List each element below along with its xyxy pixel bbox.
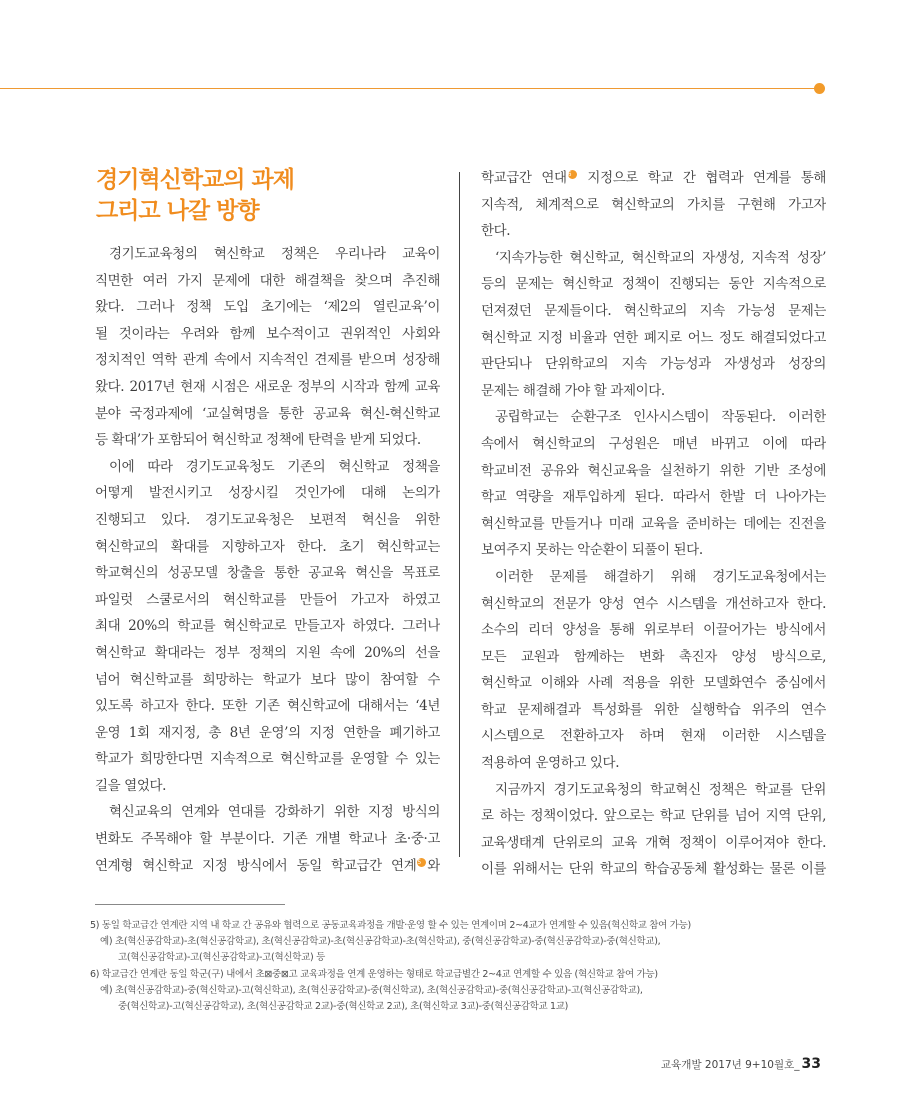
body-line: 보여주지 못하는 악순환이 되풀이 된다. [481, 542, 703, 559]
body-line: 던져졌던 문제들이다. 혁신학교의 지속 가능성 문제는 [481, 302, 826, 319]
body-line: 경기도교육청의 혁신학교 정책은 우리나라 교육이 [109, 246, 440, 262]
footnote-6-example-2: 중(혁신학교)-고(혁신공감학교), 초(혁신공감학교 2교)-중(혁신학교 2교), 초(혁신학교 3교)-중(혁신공감학교 1교) [118, 1001, 569, 1013]
body-line: 파일럿 스쿨로서의 혁신학교를 만들어 가고자 하였고 [95, 591, 440, 608]
body-line: 혁신학교 이해와 사례 적용을 위한 모델화연수 중심에서 [481, 675, 826, 692]
section-title-line-1: 경기혁신학교의 과제 [96, 167, 294, 193]
body-line: 정치적인 역학 관계 속에서 지속적인 견제를 받으며 성장해 [95, 352, 440, 369]
body-line: 이에 따라 경기도교육청도 기존의 혁신학교 정책을 [109, 458, 440, 475]
body-line: 교육생태계 단위로의 교육 개혁 정책이 이루어져야 한다. [481, 834, 826, 851]
body-line-tail: 와 [427, 857, 440, 874]
body-line: 지속적, 체계적으로 혁신학교의 가치를 구현해 가고자 [481, 196, 826, 213]
body-line-text: 학교급간 연대 [481, 170, 567, 186]
body-line: 혁신학교의 확대를 지향하고자 한다. 초기 혁신학교는 [95, 538, 440, 555]
body-line: 혁신교육의 연계와 연대를 강화하기 위한 지정 방식의 [109, 804, 440, 821]
body-line: 혁신학교 지정 비율과 연한 폐지로 어느 정도 해결되었다고 [481, 329, 826, 346]
body-line: 운영 1회 재지정, 총 8년 운영’의 지정 연한을 폐기하고 [95, 724, 440, 741]
body-line: 학교가 희망한다면 지속적으로 혁신학교를 운영할 수 있는 [95, 751, 440, 768]
body-line: 적용하여 운영하고 있다. [481, 755, 620, 772]
body-line: 한다. [481, 223, 511, 240]
body-line: 등 확대’가 포함되어 혁신학교 정책에 탄력을 받게 되었다. [95, 432, 421, 449]
column-divider [459, 172, 460, 857]
page-footer [661, 1056, 821, 1072]
body-line: 있도록 하고자 한다. 또한 기존 혁신학교에 대해서는 ‘4년 [95, 698, 440, 715]
body-line: 이를 위해서는 단위 학교의 학습공동체 활성화는 물론 이를 [481, 861, 826, 878]
footnote-rule [95, 904, 285, 905]
body-line: 변화도 주목해야 할 부분이다. 기존 개별 학교나 초·중·고 [95, 831, 440, 848]
body-line: 길을 열었다. [95, 777, 166, 794]
page-number: 33 [801, 1056, 821, 1072]
right-column-text [481, 165, 826, 883]
footnote-marker[interactable]: 6 [568, 170, 577, 179]
body-line: 될 것이라는 우려와 함께 보수적이고 권위적인 사회와 [95, 325, 440, 342]
body-line [95, 853, 440, 880]
body-line: 모든 교원과 함께하는 변화 촉진자 양성 방식으로, [481, 648, 826, 665]
body-line: 왔다. 2017년 현재 시점은 새로운 정부의 시작과 함께 교육 [95, 378, 440, 395]
journal-name: 교육개발 2017년 9+10월호_ [661, 1059, 800, 1071]
body-line: ‘지속가능한 혁신학교, 혁신학교의 자생성, 지속적 성장’ [495, 249, 826, 266]
body-line: 학교 역량을 재투입하게 된다. 따라서 한발 더 나아가는 [481, 489, 826, 506]
body-line: 로 하는 정책이었다. 앞으로는 학교 단위를 넘어 지역 단위, [481, 808, 826, 825]
body-line: 이러한 문제를 해결하기 위해 경기도교육청에서는 [495, 568, 826, 585]
body-line: 속에서 혁신학교의 구성원은 매년 바뀌고 이에 따라 [481, 435, 826, 452]
header-rule [0, 88, 815, 89]
footnote-6-example-1: 예) 초(혁신공감학교)-중(혁신학교)-고(혁신학교), 초(혁신공감학교)-중(혁신학교), 초(혁신공감학교)-중(혁신공감학교)-고(혁신공감학교), [100, 984, 643, 996]
body-line: 혁신학교를 만들거나 미래 교육을 준비하는 데에는 진전을 [481, 515, 826, 532]
body-line: 학교 문제해결과 특성화를 위한 실행학습 위주의 연수 [481, 701, 826, 718]
footnotes [90, 918, 830, 1015]
header-dot-ornament [814, 83, 825, 94]
section-title-line-2: 그리고 나갈 방향 [96, 198, 259, 224]
body-line-tail: 지정으로 학교 간 협력과 연계를 통해 [577, 170, 826, 186]
body-line: 최대 20%의 학교를 혁신학교로 만들고자 하였다. 그러나 [95, 618, 440, 635]
body-line: 학교비전 공유와 혁신교육을 실천하기 위한 기반 조성에 [481, 462, 826, 479]
body-line: 직면한 여러 가지 문제에 대한 해결책을 찾으며 추진해 [95, 272, 440, 289]
left-column-text [95, 241, 440, 879]
body-line: 등의 문제는 혁신학교 정책이 진행되는 동안 지속적으로 [481, 276, 826, 293]
body-line: 왔다. 그러나 정책 도입 초기에는 ‘제2의 열린교육’이 [95, 299, 440, 316]
footnote-5-example-2: 고(혁신공감학교)-고(혁신공감학교)-고(혁신학교) 등 [118, 952, 325, 964]
body-line: 넘어 혁신학교를 희망하는 학교가 보다 많이 참여할 수 [95, 671, 440, 688]
body-line: 소수의 리더 양성을 통해 위로부터 이끌어가는 방식에서 [481, 622, 826, 639]
footnote-5: 5) 동일 학교급간 연계란 지역 내 학교 간 공유와 협력으로 공동교육과정을 개발·운영 할 수 있는 연계이며 2~4교가 연계할 수 있음(혁신학교 참여 가능) [90, 920, 691, 931]
body-line: 공립학교는 순환구조 인사시스템이 작동된다. 이러한 [495, 409, 826, 426]
body-line [481, 165, 826, 192]
body-line: 혁신학교 확대라는 정부 정책의 지원 속에 20%의 선을 [95, 644, 440, 661]
body-line: 판단되나 단위학교의 지속 가능성과 자생성과 성장의 [481, 356, 826, 373]
body-line: 문제는 해결해 가야 할 과제이다. [481, 382, 665, 399]
body-line: 어떻게 발전시키고 성장시킬 것인가에 대해 논의가 [95, 485, 440, 502]
footnote-marker[interactable]: 5 [417, 858, 426, 867]
body-line: 혁신학교의 전문가 양성 연수 시스템을 개선하고자 한다. [481, 595, 826, 612]
body-line: 분야 국정과제에 ‘교실혁명을 통한 공교육 혁신-혁신학교 [95, 405, 440, 422]
body-line: 시스템으로 전환하고자 하며 현재 이러한 시스템을 [481, 728, 826, 745]
body-line: 지금까지 경기도교육청의 학교혁신 정책은 학교를 단위 [495, 781, 826, 798]
footnote-5-example-1: 예) 초(혁신공감학교)-초(혁신공감학교), 초(혁신공감학교)-초(혁신공감학교)-초(혁신학교), 중(혁신공감학교)-중(혁신공감학교)-중(혁신학교), [100, 936, 661, 948]
body-line: 학교혁신의 성공모델 창출을 통한 공교육 혁신을 목표로 [95, 565, 440, 582]
body-line: 진행되고 있다. 경기도교육청은 보편적 혁신을 위한 [95, 511, 440, 528]
section-title [96, 165, 426, 227]
footnote-6: 6) 학교급간 연계란 동일 학군(구) 내에서 초⊠중⊠고 교육과정을 연계 운영하는 형태로 학교급별간 2~4교 연계할 수 있음 (혁신학교 참여 가능) [90, 968, 658, 980]
body-line-text: 연계형 혁신학교 지정 방식에서 동일 학교급간 연계 [95, 857, 417, 874]
